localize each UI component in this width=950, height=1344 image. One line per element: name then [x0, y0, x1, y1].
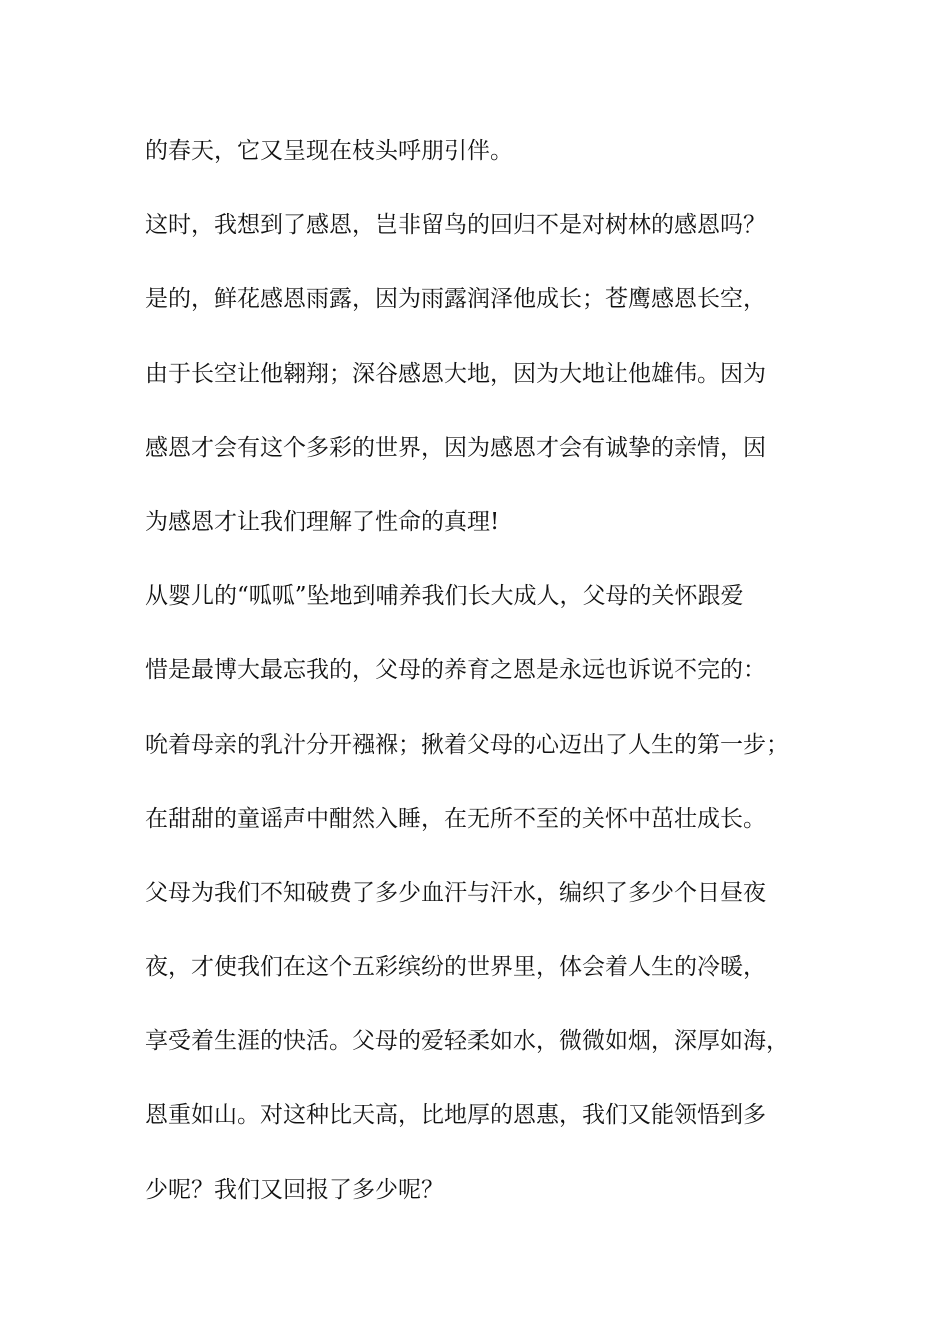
text-line: 从婴儿的“呱呱”坠地到哺养我们长大成人，父母的关怀跟爱 [145, 583, 744, 610]
text-line: 是的，鲜花感恩雨露，因为雨露润泽他成长；苍鹰感恩长空， [145, 286, 766, 313]
body-text [145, 128, 835, 1241]
text-line: 恩重如山。对这种比天高，比地厚的恩惠，我们又能领悟到多 [145, 1102, 766, 1129]
text-line: 父母为我们不知破费了多少血汗与汗水，编织了多少个日昼夜 [145, 879, 766, 906]
text-line: 由于长空让他翱翔；深谷感恩大地，因为大地让他雄伟。因为 [145, 360, 766, 387]
text-line: 为感恩才让我们理解了性命的真理! [145, 508, 500, 535]
text-line: 感恩才会有这个多彩的世界，因为感恩才会有诚挚的亲情，因 [145, 434, 766, 461]
text-line: 少呢？我们又回报了多少呢？ [145, 1176, 444, 1203]
text-line: 夜，才使我们在这个五彩缤纷的世界里，体会着人生的冷暖， [145, 954, 766, 981]
text-line: 吮着母亲的乳汁分开襁褓；揪着父母的心迈出了人生的第一步； [145, 731, 789, 758]
text-line: 在甜甜的童谣声中酣然入睡，在无所不至的关怀中茁壮成长。 [145, 805, 766, 832]
text-line: 这时，我想到了感恩，岂非留鸟的回归不是对树林的感恩吗？ [145, 212, 766, 239]
text-line: 惜是最博大最忘我的，父母的养育之恩是永远也诉说不完的： [145, 657, 766, 684]
text-line: 的春天，它又呈现在枝头呼朋引伴。 [145, 138, 513, 164]
text-line: 享受着生涯的快活。父母的爱轻柔如水，微微如烟，深厚如海， [145, 1028, 789, 1055]
